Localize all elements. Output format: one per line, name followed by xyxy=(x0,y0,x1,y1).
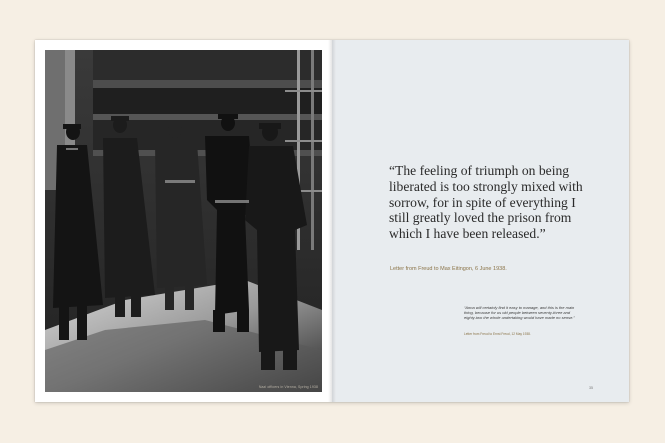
historical-photograph xyxy=(45,50,322,392)
book-gutter xyxy=(328,40,336,402)
book-spread xyxy=(35,40,629,402)
secondary-quote: “Anna will certainly find it easy to manage, and this is the main thing, because for us old people between seventy-three and eighty-two the whole undertaking would have made no sense.” xyxy=(464,305,575,321)
main-quote-source: Letter from Freud to Max Eitingon, 6 June 1938. xyxy=(390,266,507,272)
main-quote: “The feeling of triumph on being liberated is too strongly mixed with sorrow, for in spite of everything I still greatly loved the prison from which I have been released.” xyxy=(389,163,583,242)
page-number: 35 xyxy=(589,386,593,390)
secondary-quote-source: Letter from Freud to Ernst Freud, 12 May 1938. xyxy=(464,332,531,336)
photo-caption: Nazi officers in Vienna, Spring 1938 xyxy=(258,385,318,389)
left-page xyxy=(35,40,332,402)
right-page xyxy=(332,40,629,402)
